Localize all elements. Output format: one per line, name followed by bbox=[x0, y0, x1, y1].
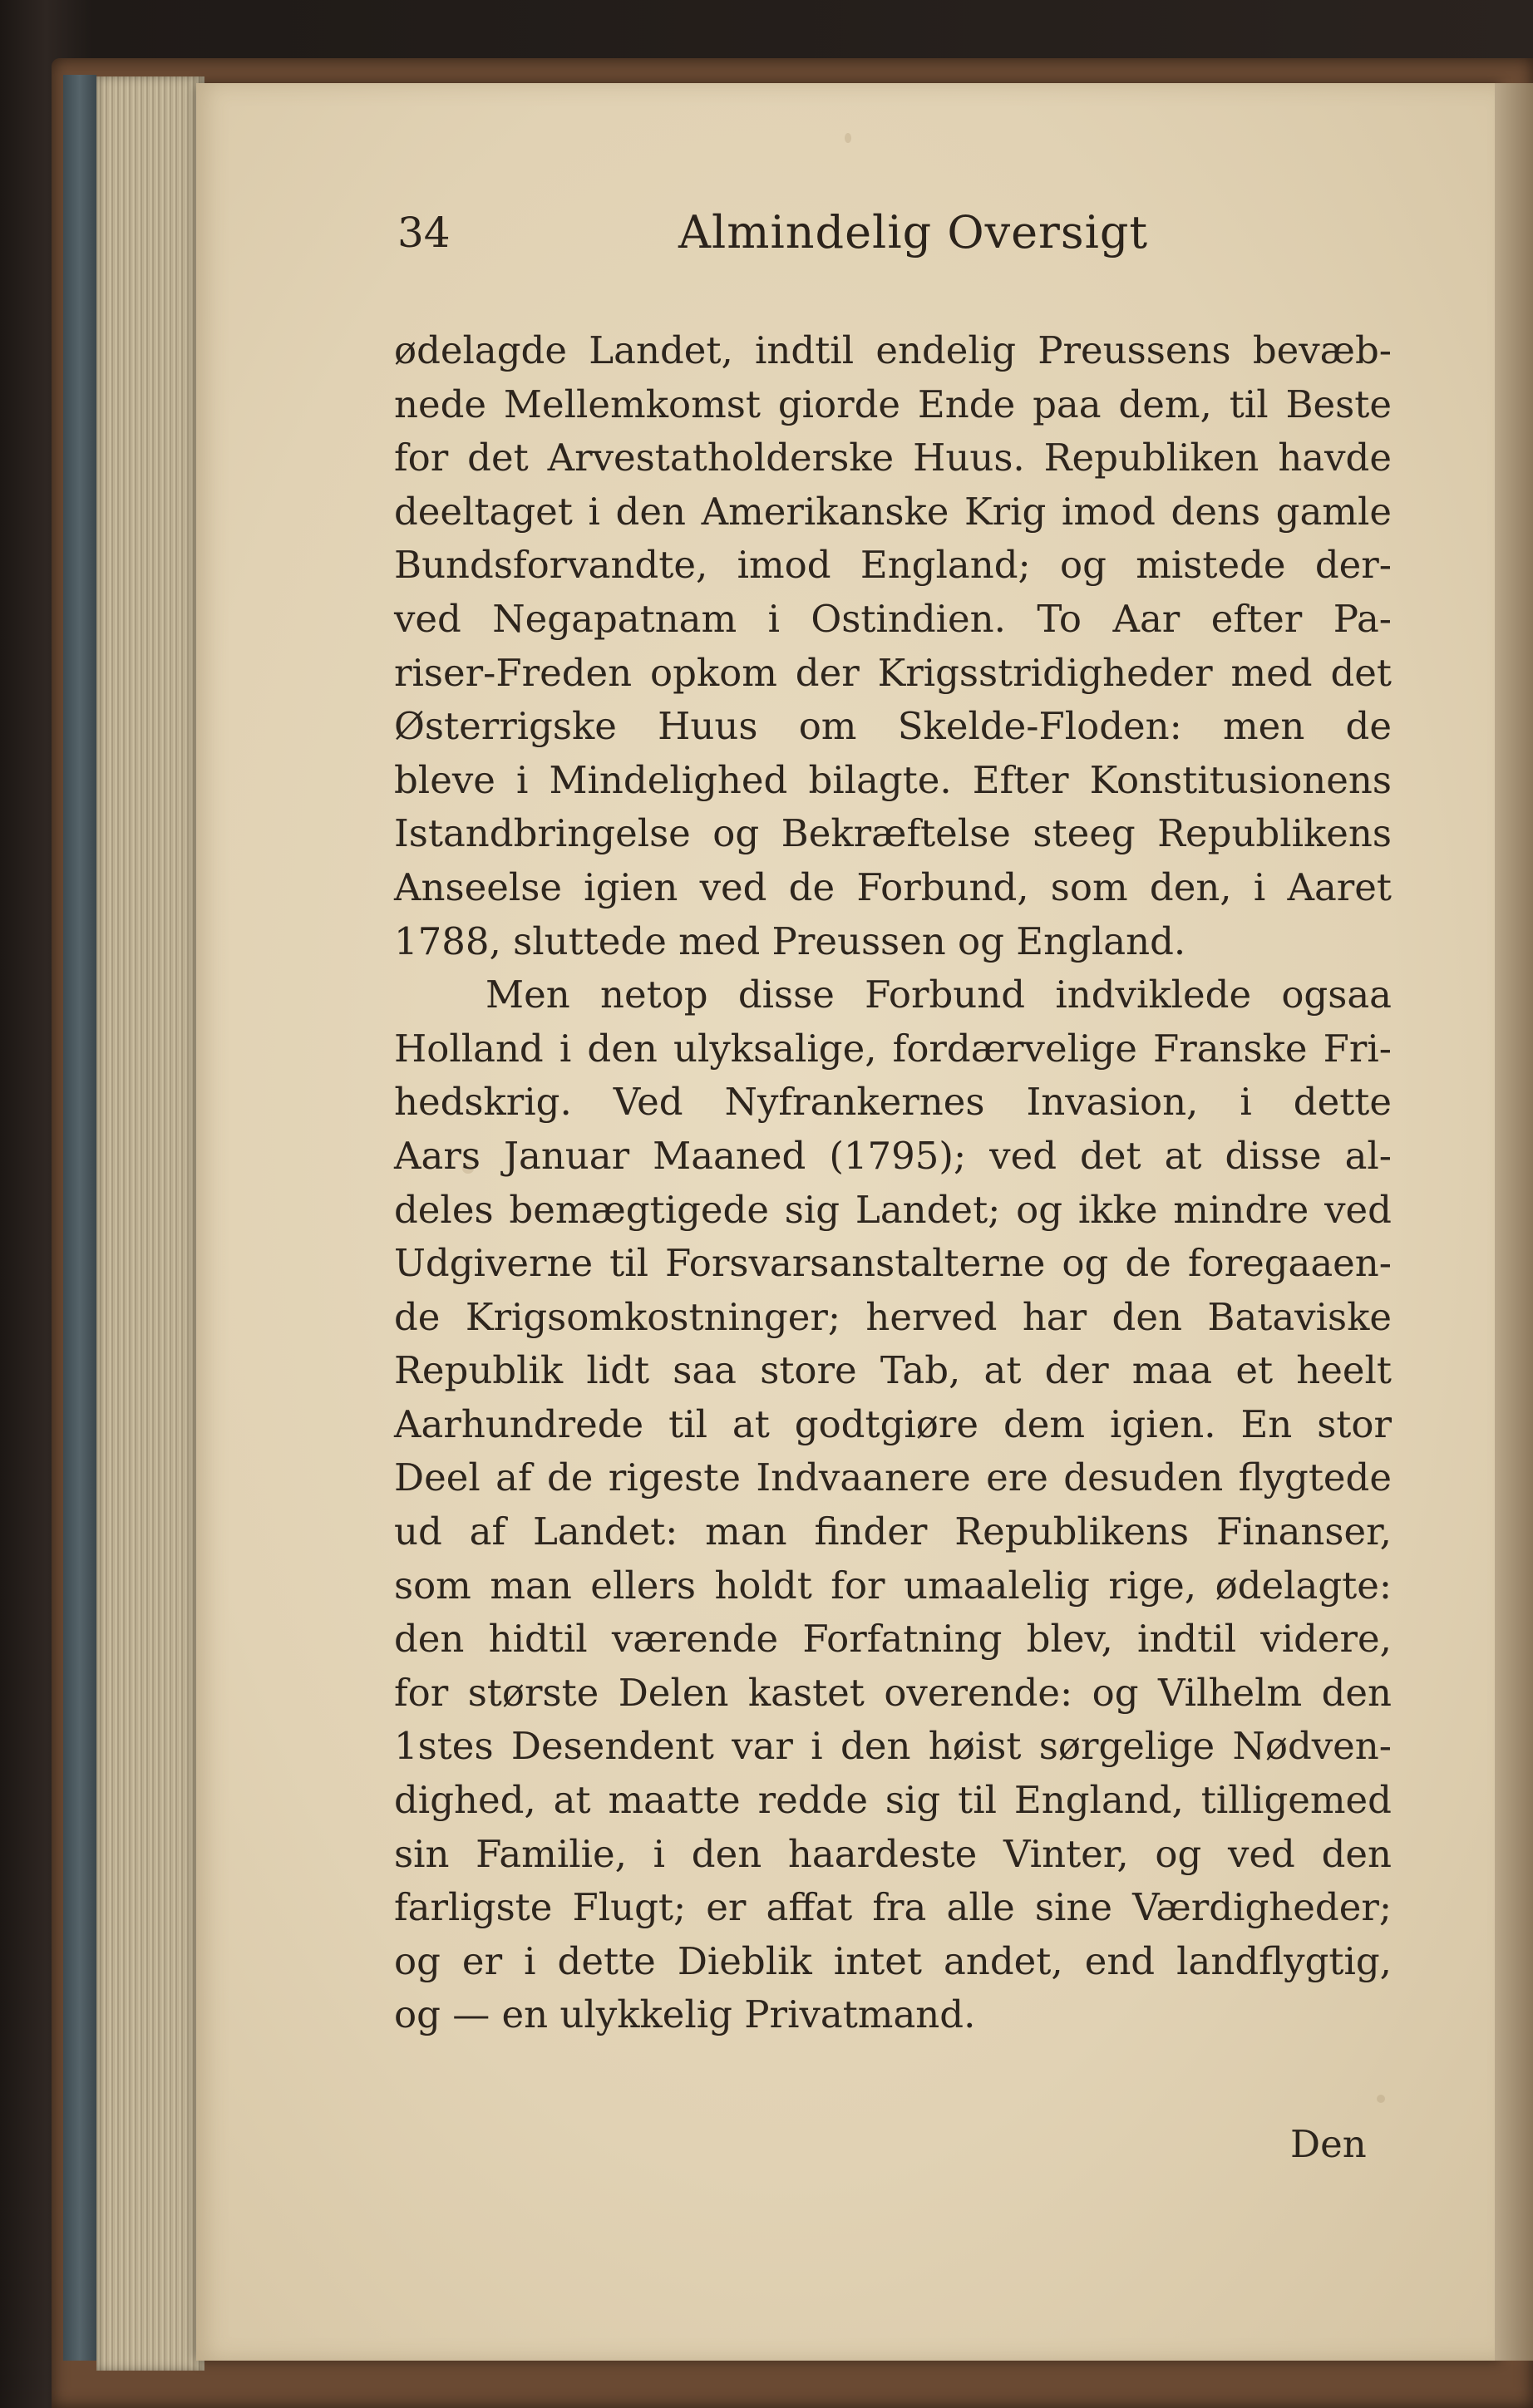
page-gutter bbox=[1495, 83, 1533, 2361]
text-line: de Krigsomkostninger; herved har den Bataviske bbox=[394, 1294, 1392, 1339]
text-line: ødelagde Landet, indtil endelig Preussens bevæb- bbox=[394, 328, 1392, 372]
text-line: riser-Freden opkom der Krigsstridigheder med det bbox=[394, 650, 1392, 695]
text-line: farligste Flugt; er affat fra alle sine Værdigheder; bbox=[394, 1885, 1392, 1930]
text-line: den hidtil værende Forfatning blev, indtil videre, bbox=[394, 1617, 1392, 1662]
text-line: bleve i Mindelighed bilagte. Efter Konstitusionens bbox=[394, 757, 1392, 802]
running-title: Almindelig Oversigt bbox=[678, 206, 1149, 259]
text-line: ud af Landet: man finder Republikens Finanser, bbox=[394, 1509, 1392, 1554]
catchword: Den bbox=[1290, 2122, 1367, 2166]
text-line: deles bemægtigede sig Landet; og ikke mindre ved bbox=[394, 1187, 1392, 1232]
running-header bbox=[397, 199, 1420, 266]
body-text bbox=[394, 324, 1392, 2042]
text-line: Bundsforvandte, imod England; og mistede der- bbox=[394, 543, 1392, 588]
text-line: Udgiverne til Forsvarsanstalterne og de foregaaen- bbox=[394, 1241, 1392, 1286]
page-number: 34 bbox=[397, 209, 451, 257]
text-line: ved Negapatnam i Ostindien. To Aar efter Pa- bbox=[394, 596, 1392, 641]
text-line: Anseelse igien ved de Forbund, som den, i Aaret bbox=[394, 864, 1392, 909]
text-line: for største Delen kastet overende: og Vilhelm den bbox=[394, 1670, 1392, 1715]
text-line: Holland i den ulyksalige, fordærvelige Franske Fri- bbox=[394, 1026, 1392, 1071]
text-line: Østerrigske Huus om Skelde-Floden: men de bbox=[394, 704, 1392, 749]
text-line: og — en ulykkelig Privatmand. bbox=[394, 1992, 976, 2037]
page-edges bbox=[96, 76, 205, 2371]
text-line: Deel af de rigeste Indvaanere ere desuden flygtede bbox=[394, 1455, 1392, 1500]
cover-spine-strip bbox=[63, 75, 96, 2361]
text-line: som man ellers holdt for umaalelig rige, ødelagte: bbox=[394, 1563, 1392, 1608]
text-line: hedskrig. Ved Nyfrankernes Invasion, i dette bbox=[394, 1080, 1392, 1125]
text-line: Aars Januar Maaned (1795); ved det at disse al- bbox=[394, 1133, 1392, 1178]
text-line: 1788, sluttede med Preussen og England. bbox=[394, 918, 1186, 963]
text-line: sin Familie, i den haardeste Vinter, og ved den bbox=[394, 1831, 1392, 1876]
foxing-spot bbox=[1377, 2095, 1385, 2103]
text-line: Istandbringelse og Bekræftelse steeg Republikens bbox=[394, 811, 1392, 856]
text-line: Men netop disse Forbund indviklede ogsaa bbox=[486, 973, 1392, 1017]
text-line: deeltaget i den Amerikanske Krig imod dens gamle bbox=[394, 489, 1392, 534]
text-line: og er i dette Dieblik intet andet, end landflygtig, bbox=[394, 1938, 1392, 1983]
text-line: Aarhundrede til at godtgiøre dem igien. En stor bbox=[394, 1401, 1392, 1446]
text-line: nede Mellemkomst giorde Ende paa dem, til Beste bbox=[394, 382, 1392, 426]
foxing-spot bbox=[845, 133, 851, 143]
text-line: 1stes Desendent var i den høist sørgelige Nødven- bbox=[394, 1724, 1392, 1769]
text-line: dighed, at maatte redde sig til England, tilligemed bbox=[394, 1778, 1392, 1823]
text-line: for det Arvestatholderske Huus. Republiken havde bbox=[394, 436, 1392, 480]
text-line: Republik lidt saa store Tab, at der maa et heelt bbox=[394, 1348, 1392, 1393]
